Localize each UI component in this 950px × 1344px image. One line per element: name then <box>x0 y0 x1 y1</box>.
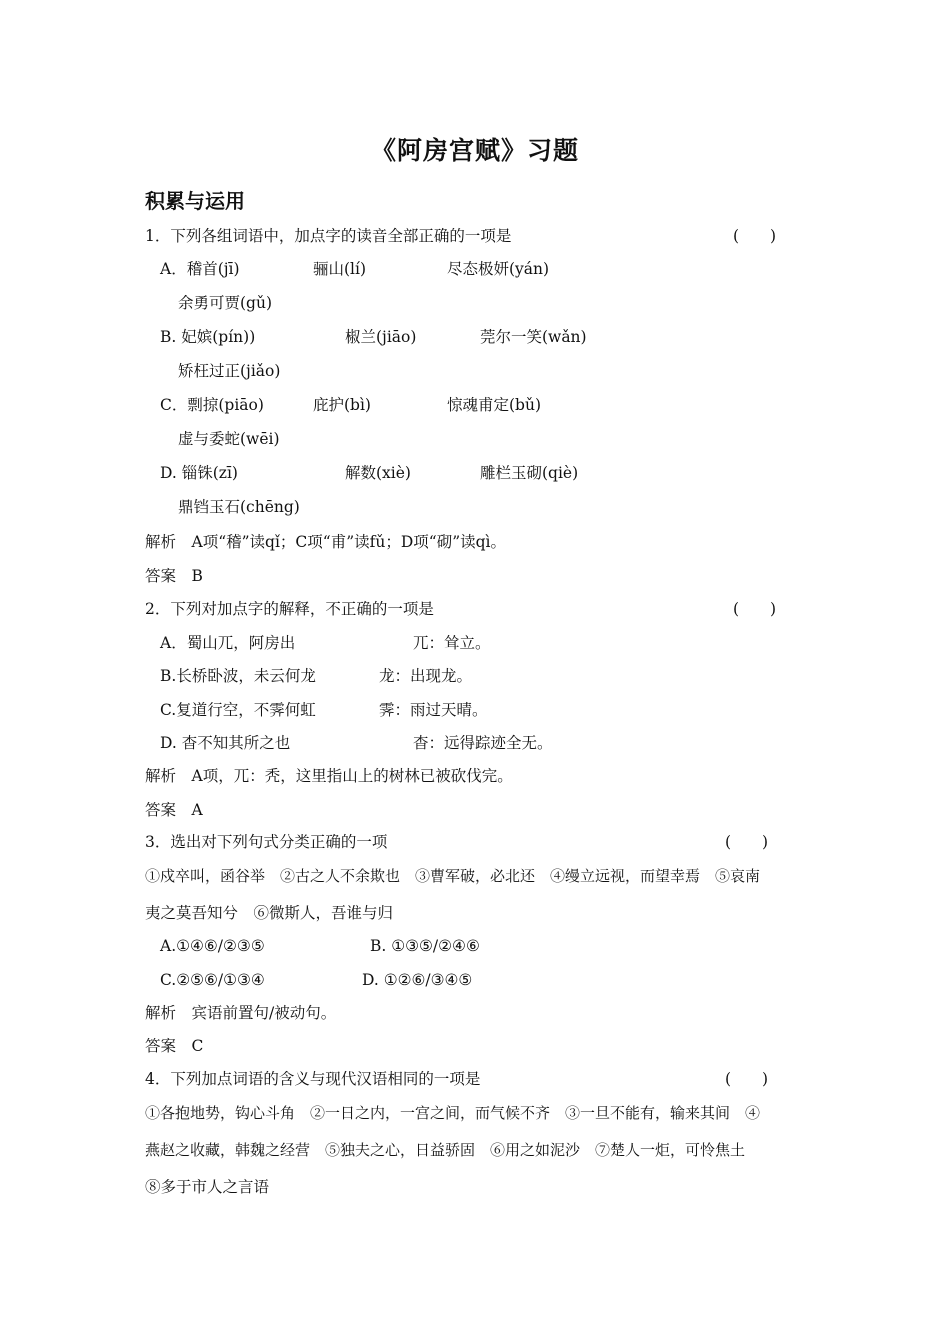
q4-sentences-line-2: 燕赵之收藏，韩魏之经营 ⑤独夫之心，日益骄固 ⑥用之如泥沙 ⑦楚人一炬，可怜焦土 <box>145 1141 746 1159</box>
q4-sentences-line-3: ⑧多于市人之言语 <box>145 1178 270 1196</box>
q3-option-b: B. ①③⑤/②④⑥ <box>370 937 480 955</box>
q4-stem: 4．下列加点词语的含义与现代汉语相同的一项是 <box>145 1070 481 1088</box>
q1-option-c-1: C．剽掠(piāo) <box>160 396 264 414</box>
q1-option-a-1: A．稽首(jī) <box>160 260 240 278</box>
q1-option-b-1: B. 妃嫔(pín)) <box>160 328 256 346</box>
q3-analysis: 解析 宾语前置句/被动句。 <box>145 1004 337 1022</box>
q2-option-c: C.复道行空，不霁何虹 <box>160 701 316 719</box>
q2-analysis: 解析 A项，兀：秃，这里指山上的树林已被砍伐完。 <box>145 767 513 785</box>
q1-analysis: 解析 A项“稽”读qǐ；C项“甫”读fǔ；D项“砌”读qì。 <box>145 533 507 551</box>
q1-option-d-3: 雕栏玉砌(qiè) <box>480 464 579 482</box>
q1-option-a-4: 余勇可贾(gǔ) <box>178 294 272 312</box>
q1-option-b-3: 莞尔一笑(wǎn) <box>480 328 587 346</box>
q1-stem: 1．下列各组词语中，加点字的读音全部正确的一项是 <box>145 227 512 245</box>
section-heading: 积累与运用 <box>145 189 245 213</box>
q4-answer-bracket: ( ) <box>725 1070 769 1088</box>
q2-option-a: A．蜀山兀，阿房出 <box>160 634 296 652</box>
q2-answer: 答案 A <box>145 801 203 819</box>
q2-option-c-gloss: 霁：雨过天晴。 <box>379 701 488 719</box>
q2-option-a-gloss: 兀：耸立。 <box>413 634 491 652</box>
q1-option-d-1: D. 锱铢(zī) <box>160 464 238 482</box>
q3-answer-bracket: ( ) <box>725 833 769 851</box>
document-title: 《阿房宫赋》习题 <box>370 136 579 165</box>
q1-option-c-3: 惊魂甫定(bǔ) <box>447 396 541 414</box>
q3-sentences-line-2: 夷之莫吾知兮 ⑥微斯人，吾谁与归 <box>145 904 394 922</box>
q2-stem: 2．下列对加点字的解释，不正确的一项是 <box>145 600 434 618</box>
q1-option-c-4: 虚与委蛇(wēi) <box>178 430 280 448</box>
q1-option-a-2: 骊山(lí) <box>313 260 367 278</box>
q3-option-a: A.①④⑥/②③⑤ <box>160 937 265 955</box>
q3-sentences-line-1: ①戍卒叫，函谷举 ②古之人不余欺也 ③曹军破，必北还 ④缦立远视，而望幸焉 ⑤哀南 <box>145 867 761 885</box>
q3-option-c: C.②⑤⑥/①③④ <box>160 971 265 989</box>
q1-answer-bracket: ( ) <box>733 227 777 245</box>
q1-option-d-4: 鼎铛玉石(chēng) <box>178 498 300 516</box>
q1-option-c-2: 庇护(bì) <box>313 396 371 414</box>
q2-option-d: D. 杳不知其所之也 <box>160 734 291 752</box>
q1-option-b-2: 椒兰(jiāo) <box>345 328 417 346</box>
q1-option-a-3: 尽态极妍(yán) <box>447 260 550 278</box>
q1-option-d-2: 解数(xiè) <box>345 464 411 482</box>
q2-answer-bracket: ( ) <box>733 600 777 618</box>
q4-sentences-line-1: ①各抱地势，钩心斗角 ②一日之内，一宫之间，而气候不齐 ③一旦不能有，输来其间 ④ <box>145 1104 761 1122</box>
q3-stem: 3．选出对下列句式分类正确的一项 <box>145 833 388 851</box>
q2-option-b-gloss: 龙：出现龙。 <box>379 667 473 685</box>
q3-option-d: D. ①②⑥/③④⑤ <box>362 971 473 989</box>
q3-answer: 答案 C <box>145 1037 204 1055</box>
q1-answer: 答案 B <box>145 567 203 585</box>
q2-option-b: B.长桥卧波，未云何龙 <box>160 667 316 685</box>
q1-option-b-4: 矫枉过正(jiǎo) <box>178 362 281 380</box>
q2-option-d-gloss: 杳：远得踪迹全无。 <box>413 734 553 752</box>
